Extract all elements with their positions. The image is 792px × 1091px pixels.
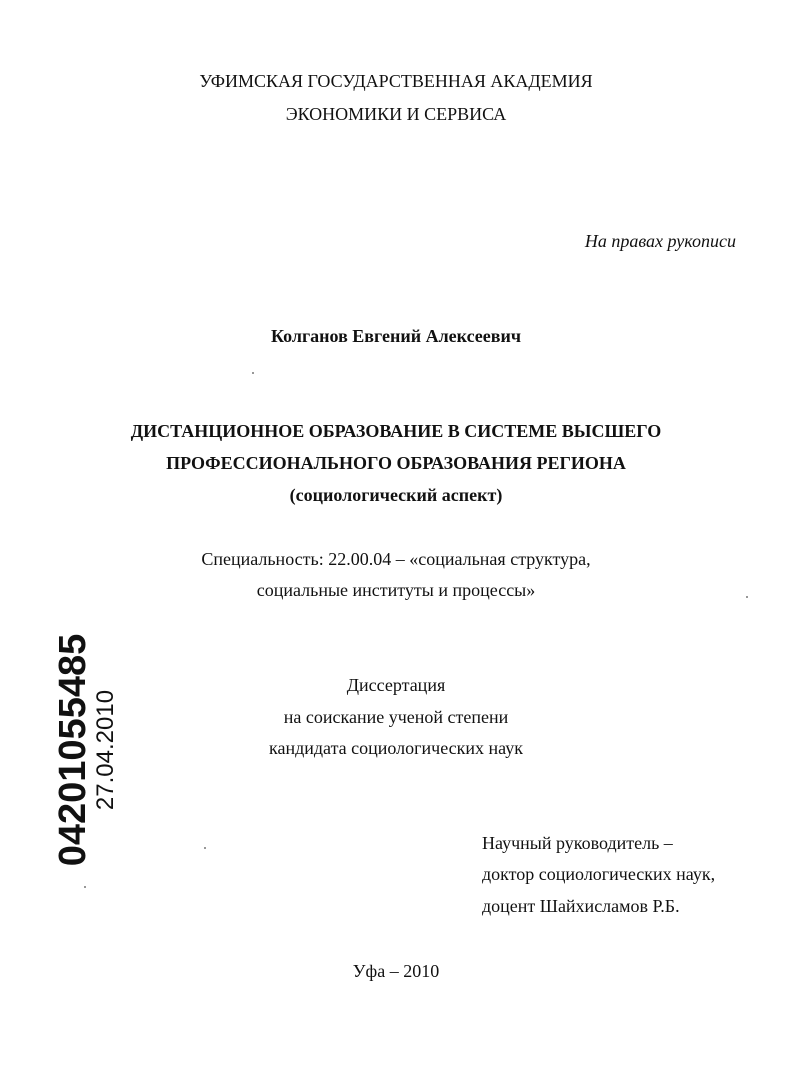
specialty-line-2: социальные институты и процессы» xyxy=(256,580,536,600)
dissertation-title-line-2: ПРОФЕССИОНАЛЬНОГО ОБРАЗОВАНИЯ РЕГИОНА xyxy=(166,453,626,473)
dissertation-label: Диссертация xyxy=(346,675,446,695)
advisor-line-2: доктор социологических наук, xyxy=(482,864,716,884)
degree-line-1: на соискание ученой степени xyxy=(283,707,509,727)
institution-line-1: УФИМСКАЯ ГОСУДАРСТВЕННАЯ АКАДЕМИЯ xyxy=(199,71,593,91)
advisor-line-1: Научный руководитель – xyxy=(482,833,673,853)
author-name: Колганов Евгений Алексеевич xyxy=(270,326,522,346)
stamp-code: 04201055485 xyxy=(52,633,94,867)
scan-speck xyxy=(204,847,206,849)
stamp-date: 27.04.2010 xyxy=(92,689,119,811)
manuscript-note: На правах рукописи xyxy=(584,231,736,251)
place-year: Уфа – 2010 xyxy=(352,961,440,981)
institution-line-2: ЭКОНОМИКИ И СЕРВИСА xyxy=(285,104,507,124)
specialty-line-1: Специальность: 22.00.04 – «социальная структура, xyxy=(201,549,591,569)
dissertation-subtitle: (социологический аспект) xyxy=(289,485,503,505)
advisor-line-3: доцент Шайхисламов Р.Б. xyxy=(482,896,680,916)
dissertation-title-line-1: ДИСТАНЦИОННОЕ ОБРАЗОВАНИЕ В СИСТЕМЕ ВЫСШЕГО xyxy=(130,421,662,441)
scan-speck xyxy=(252,372,254,374)
library-stamp xyxy=(53,634,119,866)
scan-speck xyxy=(746,596,748,598)
scan-speck xyxy=(84,886,86,888)
degree-line-2: кандидата социологических наук xyxy=(269,738,523,758)
